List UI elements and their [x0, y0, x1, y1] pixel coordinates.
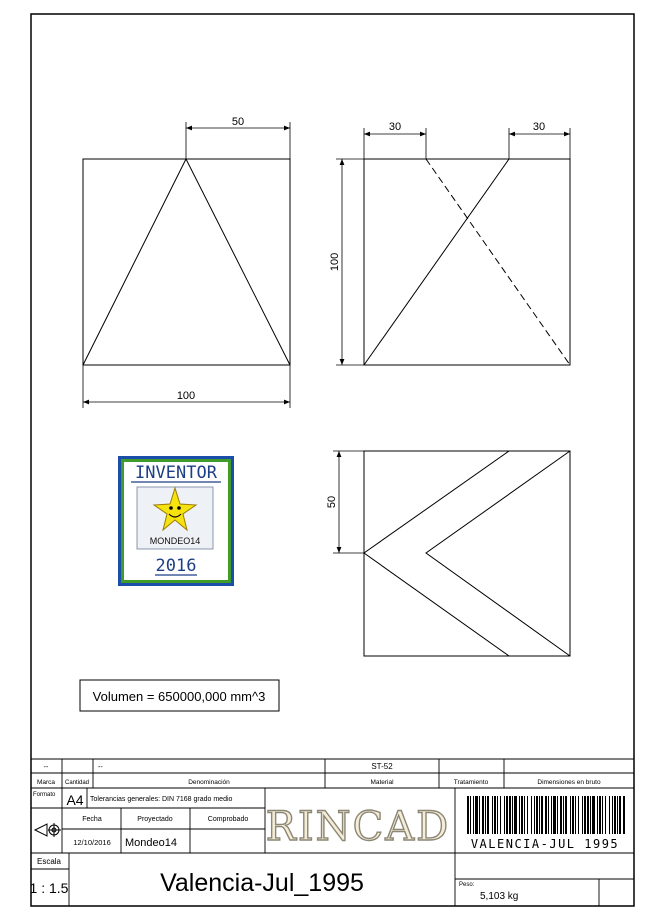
barcode-bar [587, 796, 589, 834]
dimension-label: 100 [176, 390, 196, 402]
hidden-edge [426, 159, 570, 365]
front-view-outline [83, 159, 290, 365]
dimension-label: 50 [231, 116, 245, 128]
barcode-bar [534, 796, 535, 834]
material-label: Material [370, 779, 394, 786]
dimension-label: 30 [388, 121, 402, 133]
barcode-bar [619, 796, 621, 834]
dimension-label: 50 [326, 495, 338, 509]
barcode-bar [492, 796, 493, 834]
escala-value: 1 : 1.5 [29, 880, 69, 896]
barcode-bar [609, 796, 610, 834]
barcode-bar [527, 796, 528, 834]
logo-caption: MONDEO14 [149, 536, 201, 546]
barcode-bar [504, 796, 505, 834]
barcode-bar [541, 796, 543, 834]
denominacion-value: -- [98, 764, 103, 771]
barcode-bar [512, 796, 513, 834]
logo-year: 2016 [155, 556, 197, 576]
chevron-inner [426, 451, 570, 656]
barcode-bar [602, 796, 603, 834]
barcode-bar [614, 796, 616, 834]
barcode-bar [521, 796, 523, 834]
barcode-bar [592, 796, 595, 834]
barcode-bar [536, 796, 538, 834]
projection-method-icon [35, 823, 61, 837]
barcode-bar [494, 796, 496, 834]
volume-text: Volumen = 650000,000 mm^3 [92, 689, 266, 704]
barcode-text: VALENCIA-JUL 1995 [470, 837, 620, 851]
barcode-bar [565, 796, 567, 834]
barcode-bar [560, 796, 562, 834]
dimension-label: 100 [329, 252, 341, 272]
cantidad-label: Cantidad [64, 780, 90, 786]
peso-label: Peso: [459, 882, 475, 888]
barcode-bar [485, 796, 486, 834]
barcode-bar [553, 796, 556, 834]
barcode-bar [570, 796, 571, 834]
escala-label: Escala [36, 857, 62, 866]
barcode-bar [599, 796, 601, 834]
rincad-logo-text: RINCAD [265, 804, 451, 850]
barcode-bar [563, 796, 564, 834]
barcode-bar [582, 796, 583, 834]
dimension-label: 30 [532, 121, 546, 133]
barcode [467, 796, 625, 834]
barcode-bar [514, 796, 517, 834]
rincad-logo [266, 791, 452, 850]
formato-value: A4 [66, 792, 84, 808]
top-view [333, 451, 570, 656]
barcode-bar [551, 796, 552, 834]
barcode-bar [467, 796, 469, 834]
proyectado-value: Mondeo14 [125, 837, 177, 849]
drawing-title: Valencia-Jul_1995 [160, 869, 364, 897]
barcode-bar [557, 796, 558, 834]
barcode-bar [605, 796, 606, 834]
logo-title: INVENTOR [135, 463, 217, 483]
barcode-bar [473, 796, 474, 834]
barcode-bar [497, 796, 498, 834]
visible-edge [364, 159, 509, 365]
tratamiento-label: Tratamiento [453, 779, 489, 786]
marca-value: -- [43, 764, 49, 771]
barcode-bar [590, 796, 591, 834]
top-view-outline [364, 451, 570, 656]
barcode-bar [479, 796, 480, 834]
barcode-bar [572, 796, 574, 834]
comprobado-label: Comprobado [207, 816, 249, 823]
fecha-value: 12/10/2016 [73, 838, 111, 847]
front-view-triangle [83, 159, 290, 365]
barcode-bar [575, 796, 576, 834]
barcode-bar [500, 796, 501, 834]
side-view [336, 128, 570, 365]
barcode-bar [617, 796, 618, 834]
side-view-outline [364, 159, 570, 365]
barcode-bar [524, 796, 525, 834]
chevron-outer [364, 451, 509, 656]
barcode-bar [509, 796, 511, 834]
barcode-bar [539, 796, 540, 834]
formato-label: Formato [33, 792, 56, 798]
barcode-bar [475, 796, 478, 834]
peso-value: 5,103 kg [480, 891, 519, 902]
barcode-bar [487, 796, 489, 834]
inventor-logo [118, 456, 234, 586]
barcode-bar [623, 796, 625, 834]
material-value: ST-52 [371, 762, 393, 771]
proyectado-label: Proyectado [137, 816, 173, 823]
barcode-bar [531, 796, 532, 834]
marca-label: Marca [36, 779, 56, 786]
barcode-bar [545, 796, 547, 834]
barcode-bar [506, 796, 508, 834]
barcode-bar [548, 796, 549, 834]
barcode-bar [578, 796, 579, 834]
tolerancias-text: Tolerancias generales: DIN 7168 grado medio [90, 796, 233, 803]
barcode-bar [470, 796, 471, 834]
dimensiones-label: Dimensiones en bruto [537, 779, 601, 786]
fecha-label: Fecha [82, 816, 102, 823]
denominacion-label: Denominación [188, 779, 230, 786]
barcode-bar [612, 796, 613, 834]
barcode-bar [584, 796, 586, 834]
barcode-bar [482, 796, 484, 834]
barcode-bar [519, 796, 520, 834]
barcode-bar [597, 796, 598, 834]
front-view [83, 122, 290, 408]
